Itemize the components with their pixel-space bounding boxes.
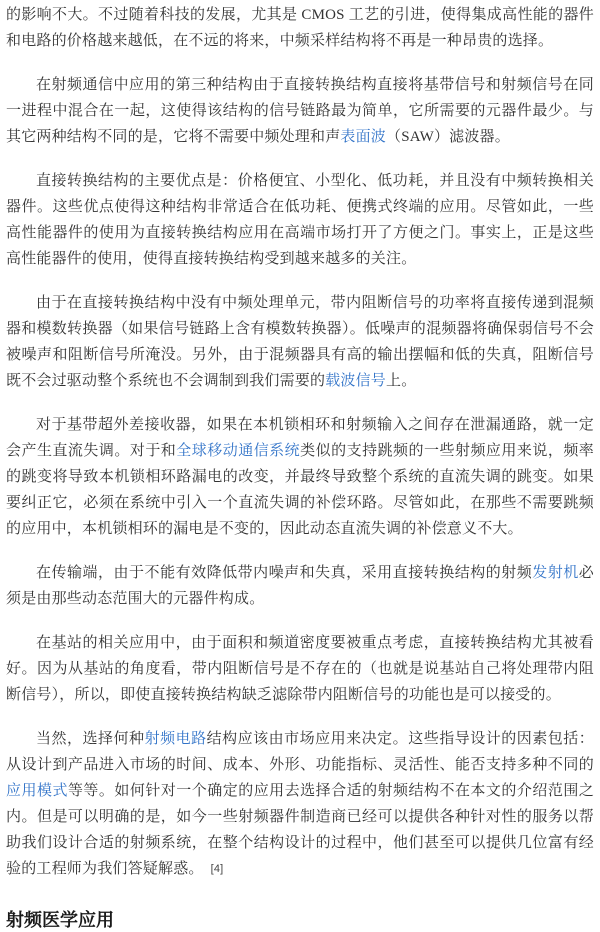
text-run: 在传输端，由于不能有效降低带内噪声和失真，采用直接转换结构的射频	[36, 565, 533, 581]
paragraph	[6, 72, 594, 150]
text-run: 在基站的相关应用中，由于面积和频道密度要被重点考虑，直接转换结构尤其被看好。因为从基站的角度看，带内阻断信号是不存在的（也就是说基站自己将处理带内阻断信号），所以，即使直接转换结构缺乏滤除带内阻断信号的功能也是可以接受的。	[6, 635, 594, 703]
inline-link[interactable]: 射频电路	[144, 731, 207, 747]
text-run: 由于在直接转换结构中没有中频处理单元，带内阻断信号的功率将直接传递到混频器和模数转换器（如果信号链路上含有模数转换器）。低噪声的混频器将确保弱信号不会被噪声和阻断信号所淹没。另外，由于混频器具有高的输出摆幅和低的失真，阻断信号既不会过驱动整个系统也不会调制到我们需要的	[6, 295, 594, 389]
inline-link[interactable]: 应用模式	[6, 783, 68, 799]
paragraph	[6, 412, 594, 542]
text-run: 必须是由那些动态范围大的元器件构成。	[6, 565, 594, 607]
text-run: 当然，选择何种	[36, 731, 145, 747]
paragraph	[6, 630, 594, 708]
inline-link[interactable]: 全球移动通信系统	[176, 443, 301, 459]
text-run: 直接转换结构的主要优点是：价格便宜、小型化、低功耗，并且没有中频转换相关器件。这些优点使得这种结构非常适合在低功耗、便携式终端的应用。尽管如此，一些高性能器件的使用为直接转换结构应用在高端市场打开了方便之门。事实上，正是这些高性能器件的使用，使得直接转换结构受到越来越多的关注。	[6, 173, 594, 267]
text-run: 等等。如何针对一个确定的应用去选择合适的射频结构不在本文的介绍范围之内。但是可以明确的是，如今一些射频器件制造商已经可以提供各种针对性的服务以帮助我们设计合适的射频系统，在整个结构设计的过程中，他们甚至可以提供几位富有经验的工程师为我们答疑解惑。	[6, 783, 594, 877]
text-run: 结构应该由市场应用来决定。这些指导设计的因素包括：从设计到产品进入市场的时间、成本、外形、功能指标、灵活性、能否支持多种不同的	[6, 731, 594, 773]
citation-ref[interactable]: [4]	[210, 863, 224, 875]
text-run: 上。	[386, 373, 417, 389]
paragraph	[6, 168, 594, 272]
paragraph	[6, 2, 594, 54]
text-run: 的影响不大。不过随着科技的发展，尤其是 CMOS 工艺的引进，使得集成高性能的器件和电路的价格越来越低，在不远的将来，中频采样结构将不再是一种昂贵的选择。	[6, 7, 594, 49]
paragraph	[6, 726, 594, 882]
text-run: 类似的支持跳频的一些射频应用来说，频率的跳变将导致本机锁相环路漏电的改变，并最终导致整个系统的直流失调的跳变。如果要纠正它，必须在系统中引入一个直流失调的补偿环路。尽管如此，在那些不需要跳频的应用中，本机锁相环的漏电是不变的，因此动态直流失调的补偿意义不大。	[6, 443, 595, 537]
inline-link[interactable]: 表面波	[340, 129, 387, 145]
article-body	[6, 2, 594, 882]
paragraph	[6, 290, 594, 394]
text-run: （SAW）滤波器。	[386, 129, 510, 145]
inline-link[interactable]: 发射机	[532, 565, 579, 581]
inline-link[interactable]: 载波信号	[325, 373, 387, 389]
text-run: 在射频通信中应用的第三种结构由于直接转换结构直接将基带信号和射频信号在同一进程中混合在一起，这使得该结构的信号链路最为简单，它所需要的元器件最少。与其它两种结构不同的是，它将不需要中频处理和声	[6, 77, 594, 145]
section-heading: 射频医学应用	[6, 910, 114, 930]
paragraph	[6, 560, 594, 612]
text-run: 对于基带超外差接收器，如果在本机锁相环和射频输入之间存在泄漏通路，就一定会产生直流失调。对于和	[6, 417, 594, 459]
